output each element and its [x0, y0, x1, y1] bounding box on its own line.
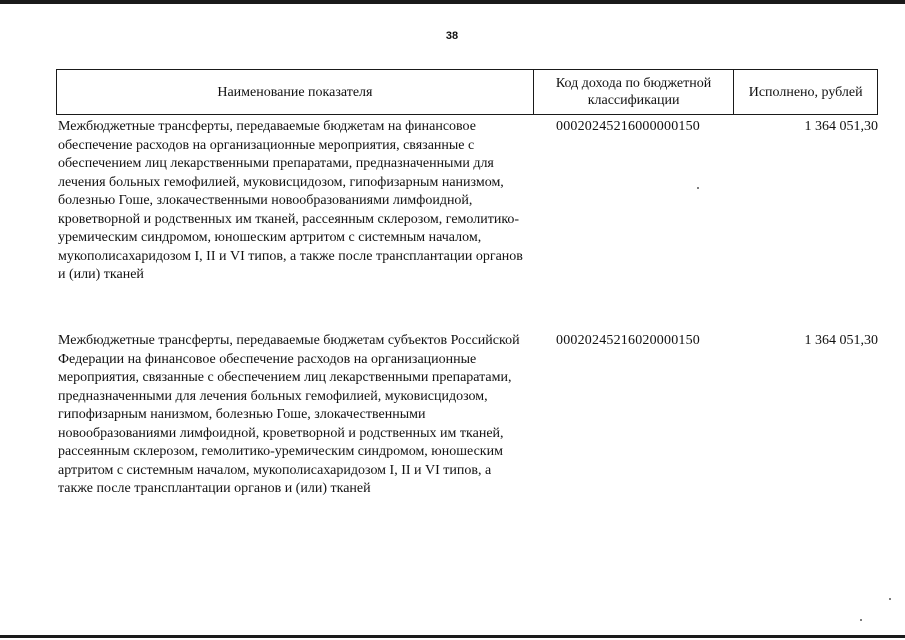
header-name: Наименование показателя	[217, 84, 373, 100]
row-income-code: 00020245216000000150	[556, 119, 700, 134]
row-executed-amount: 1 364 051,30	[804, 119, 878, 134]
scan-speck	[889, 598, 891, 600]
row-indicator-name: Межбюджетные трансферты, передаваемые бюджетам на финансовое обеспечение расходов на организационные мероприятия, связанные с обеспечением лиц лекарственными препаратами, предназначенными для лечения больных гемофилией, муковисцидозом, гипофизарным нанизмом, болезнью Гоше, злокачественными новообразованиями лимфоидной, кроветворной и родственных им тканей, рассеянным склерозом, гемолитико-уремическим синдромом, юношеским артритом с системным началом, мукополисахаридозом I, II и VI типов, а также после трансплантации органов и (или) тканей	[58, 119, 523, 282]
table-header	[56, 69, 878, 115]
page-number: 38	[445, 30, 459, 42]
row-income-code: 00020245216020000150	[556, 333, 700, 348]
header-amount: Исполнено, рублей	[748, 84, 863, 100]
scan-speck	[697, 187, 699, 189]
header-code: Код дохода по бюджетной классификации	[533, 70, 735, 114]
scan-border-top	[0, 0, 905, 4]
row-indicator-name: Межбюджетные трансферты, передаваемые бюджетам субъектов Российской Федерации на финансовое обеспечение расходов на организационные мероприятия, связанные с обеспечением лиц лекарственными препаратами, предназначенными для лечения больных гемофилией, муковисцидозом, гипофизарным нанизмом, болезнью Гоше, злокачественными новообразованиями лимфоидной, кроветворной и родственных им тканей, рассеянным склерозом, гемолитико-уремическим синдромом, юношеским артритом с системным началом, мукополисахаридозом I, II и VI типов, а также после трансплантации органов и (или) тканей	[58, 333, 520, 496]
scan-speck	[860, 619, 862, 621]
scan-border-bottom	[0, 635, 905, 638]
row-executed-amount: 1 364 051,30	[804, 333, 878, 348]
